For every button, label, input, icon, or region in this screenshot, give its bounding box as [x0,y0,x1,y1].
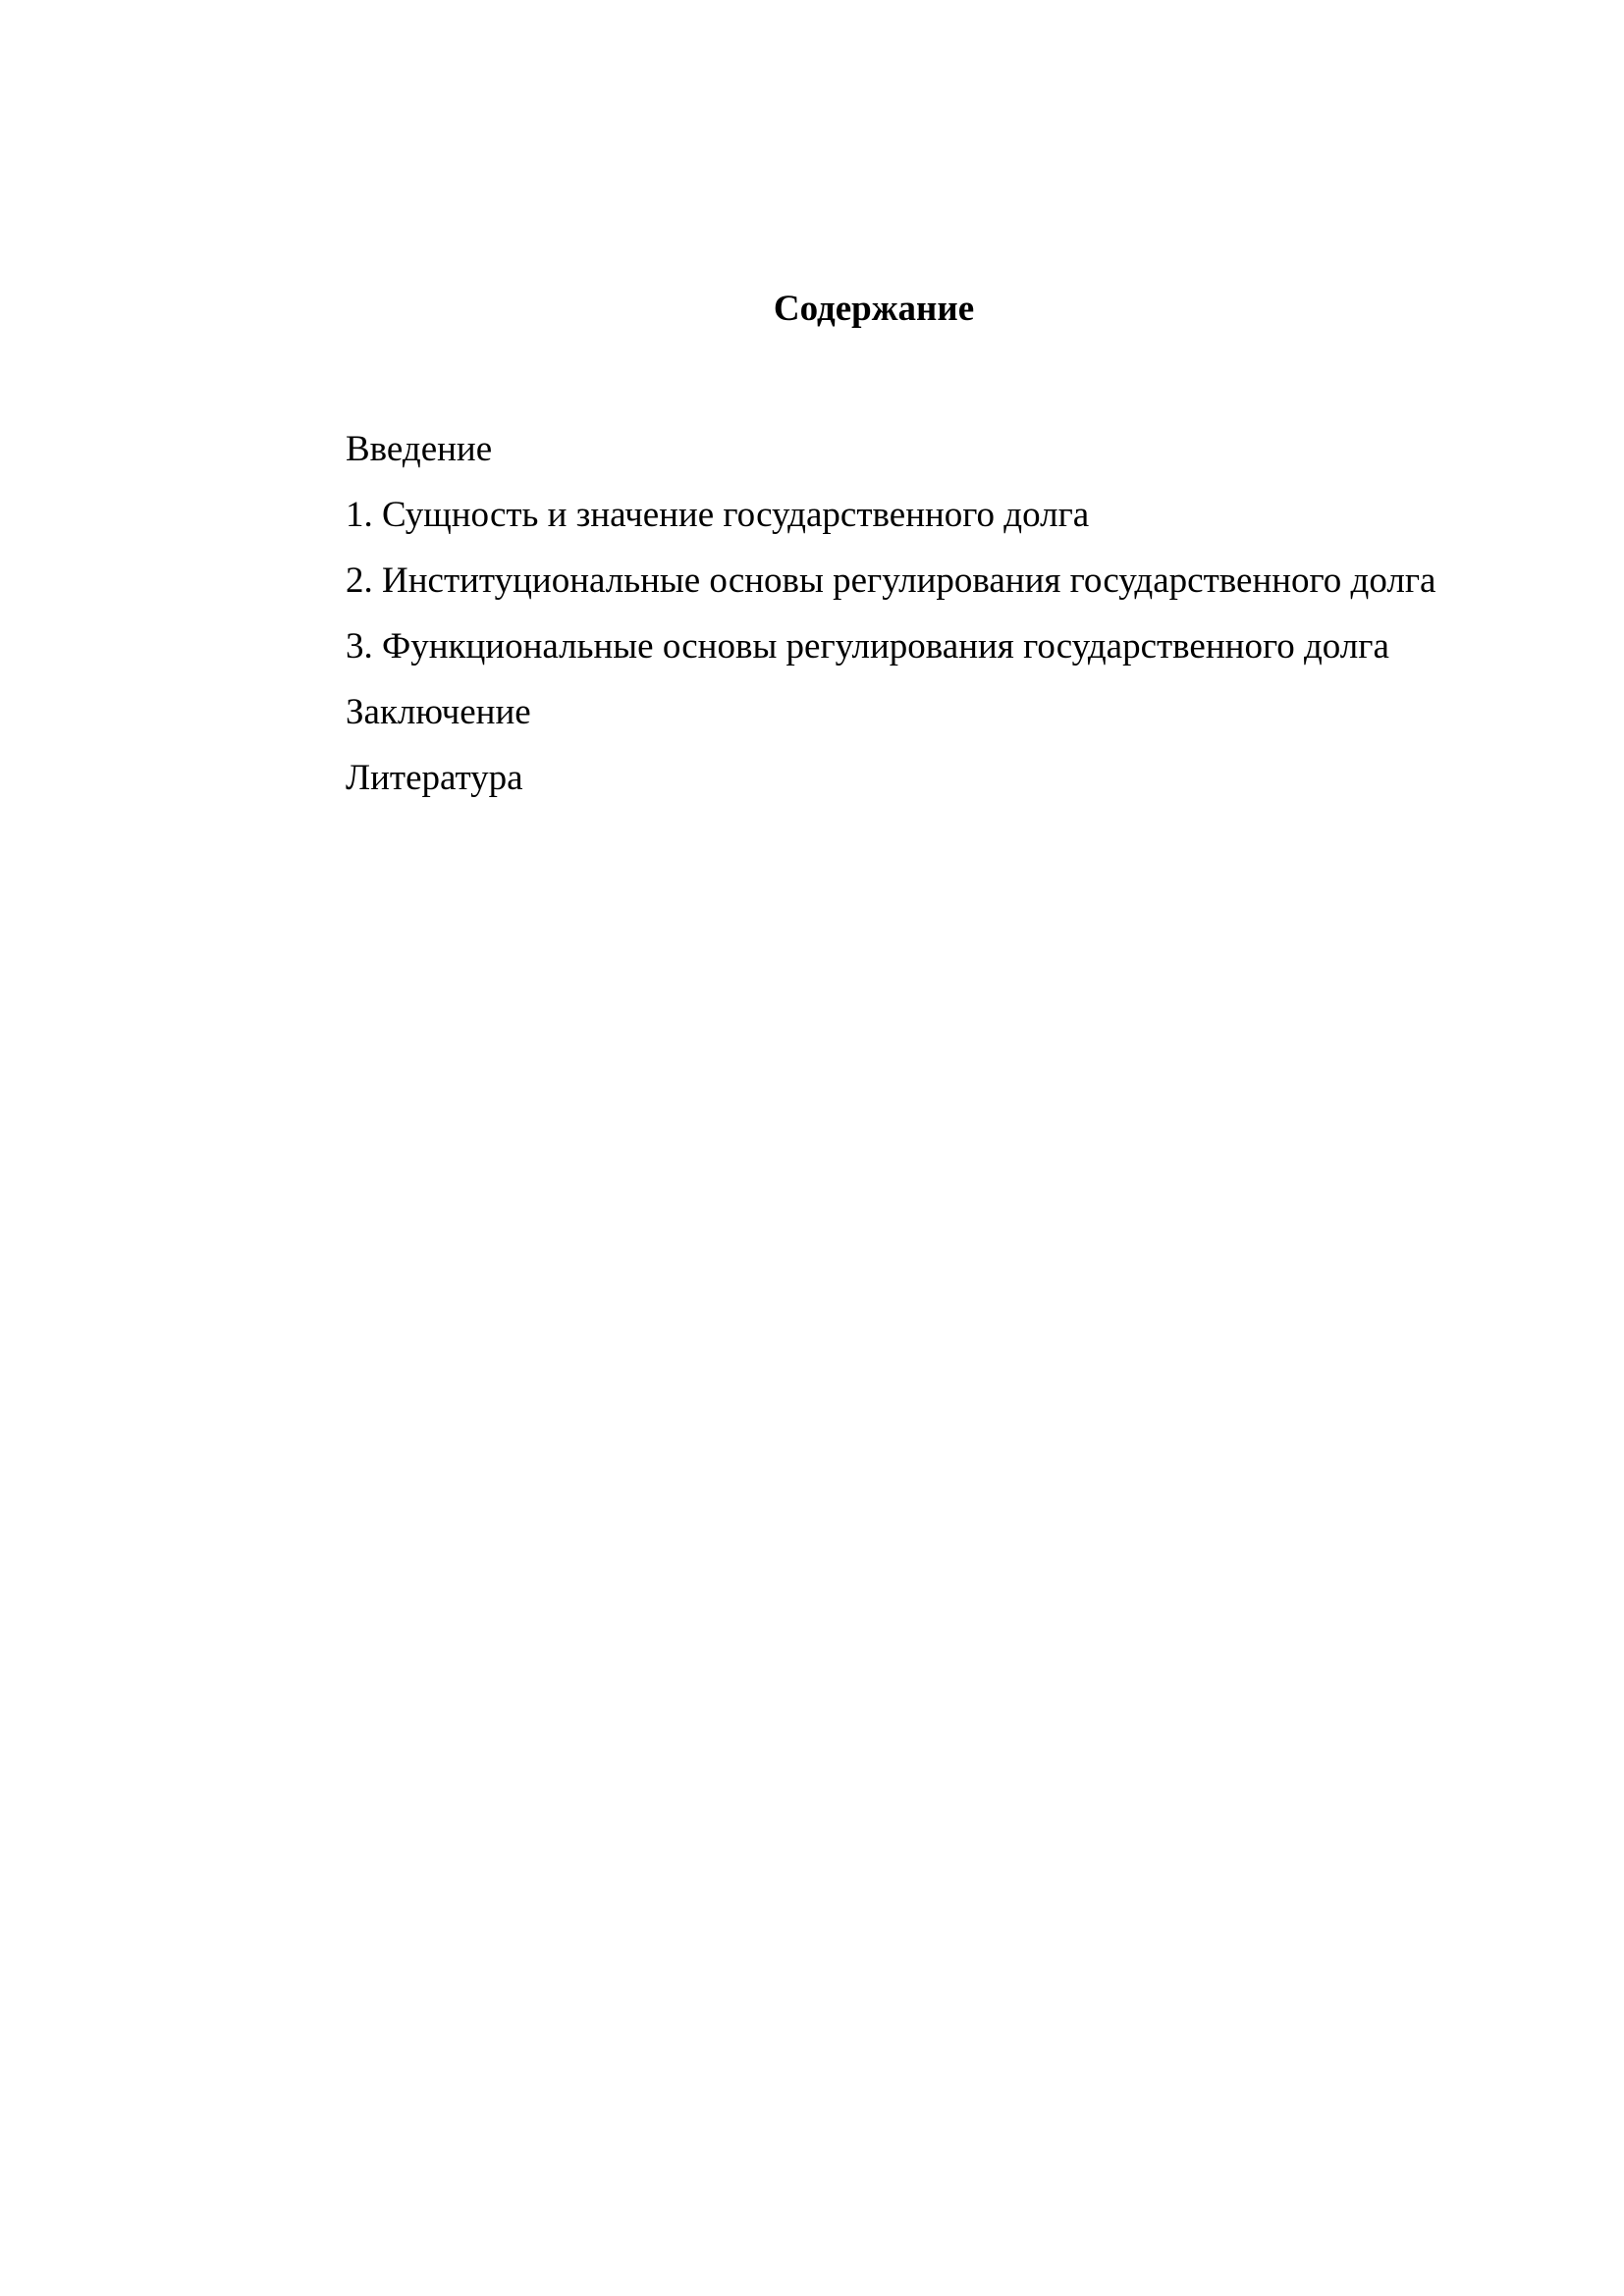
toc-item-chapter-1: 1. Сущность и значение государственного долга [346,495,1090,535]
toc-list [346,416,1573,811]
toc-item-chapter-2: 2. Институциональные основы регулирования государственного долга [346,561,1436,601]
toc-item-literature: Литература [346,758,523,798]
toc-item-chapter-3: 3. Функциональные основы регулирования государственного долга [346,626,1389,667]
toc-item-introduction: Введение [346,429,493,469]
toc-item-conclusion: Заключение [346,692,531,732]
toc-title: Содержание [773,289,975,329]
